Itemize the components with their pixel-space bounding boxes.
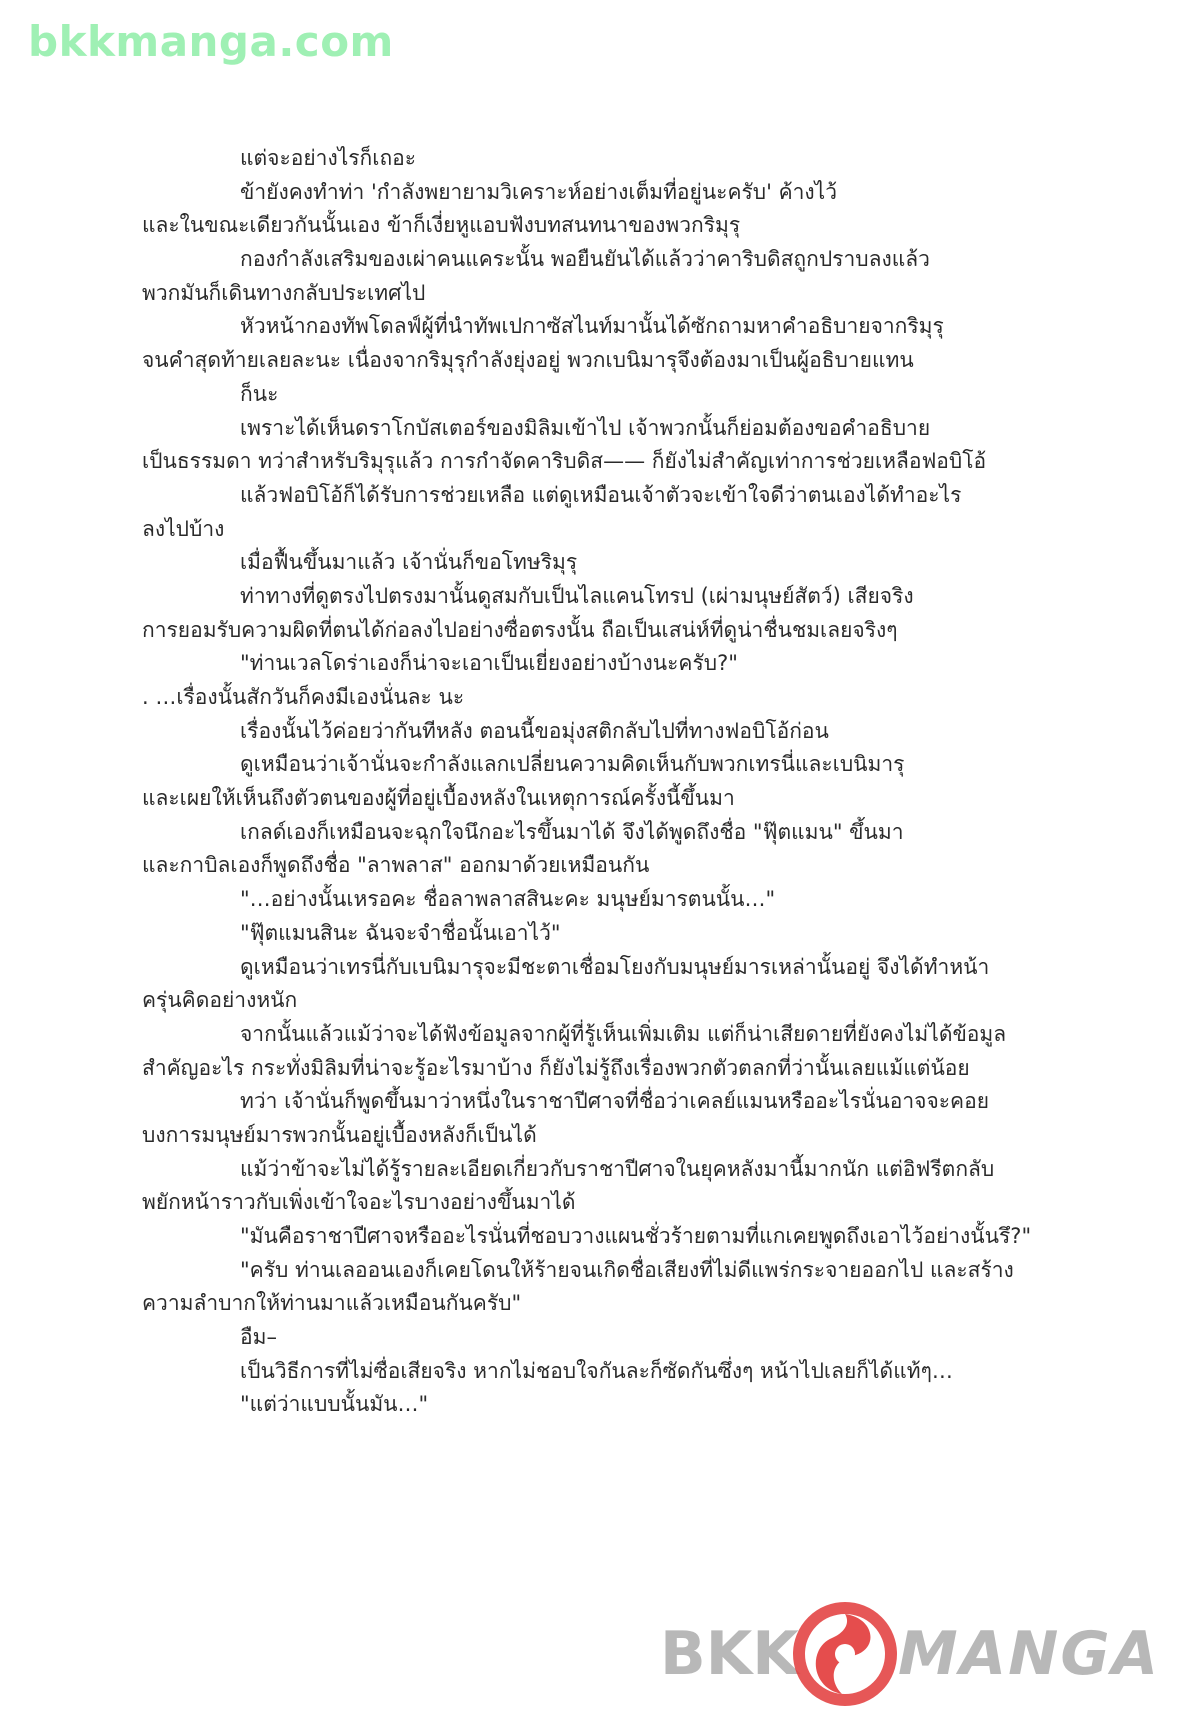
text-line: "แต่ว่าแบบนั้นมัน…" — [240, 1392, 429, 1417]
text-line: สำคัญอะไร กระทั่งมิลิมที่น่าจะรู้อะไรมาบ้าง ก็ยังไม่รู้ถึงเรื่องพวกตัวตลกที่ว่านั้นเลยแม้แต่น้อย — [142, 1055, 970, 1080]
text-line: บงการมนุษย์มารพวกนั้นอยู่เบื้องหลังก็เป็นได้ — [142, 1122, 537, 1147]
text-line: ลงไปบ้าง — [142, 516, 225, 541]
text-line: เกลด์เองก็เหมือนจะฉุกใจนึกอะไรขึ้นมาได้ จึงได้พูดถึงชื่อ "ฟุ๊ตแมน" ขึ้นมา — [240, 819, 904, 844]
text-line: . …เรื่องนั้นสักวันก็คงมีเองนั่นละ นะ — [142, 685, 465, 709]
text-line: เพราะได้เห็นดราโกบัสเตอร์ของมิลิมเข้าไป เจ้าพวกนั้นก็ย่อมต้องขอคำอธิบาย — [240, 415, 931, 440]
text-line: ครุ่นคิดอย่างหนัก — [142, 988, 298, 1013]
text-line: กองกำลังเสริมของเผ่าคนแคระนั้น พอยืนยันได้แล้วว่าคาริบดิสถูกปราบลงแล้ว — [240, 247, 930, 272]
text-line: ความลำบากให้ท่านมาแล้วเหมือนกันครับ" — [142, 1291, 522, 1316]
tomoe-logo-icon — [780, 1598, 910, 1710]
text-line: "…อย่างนั้นเหรอคะ ชื่อลาพลาสสินะคะ มนุษย์มารตนนั้น…" — [240, 887, 776, 912]
text-line: หัวหน้ากองทัพโดลฟ์ผู้ที่นำทัพเปกาซัสไนท์มานั้นได้ซักถามหาคำอธิบายจากริมุรุ — [240, 314, 944, 339]
text-line: และกาบิลเองก็พูดถึงชื่อ "ลาพลาส" ออกมาด้วยเหมือนกัน — [142, 853, 650, 878]
text-line: ดูเหมือนว่าเทรนี่กับเบนิมารุจะมีชะตาเชื่อมโยงกับมนุษย์มารเหล่านั้นอยู่ จึงได้ทำหน้า — [240, 954, 990, 979]
text-line: "มันคือราชาปีศาจหรืออะไรนั่นที่ชอบวางแผนชั่วร้ายตามที่แกเคยพูดถึงเอาไว้อย่างนั้นรึ?" — [240, 1224, 1032, 1248]
text-line: ท่าทางที่ดูตรงไปตรงมานั้นดูสมกับเป็นไลแคนโทรป (เผ่ามนุษย์สัตว์) เสียจริง — [240, 583, 914, 608]
text-line: "ฟุ๊ตแมนสินะ ฉันจะจำชื่อนั้นเอาไว้" — [240, 920, 561, 945]
text-line: จากนั้นแล้วแม้ว่าจะได้ฟังข้อมูลจากผู้ที่รู้เห็นเพิ่มเติม แต่ก็น่าเสียดายที่ยังคงไม่ได้ข้อมูล — [240, 1021, 1007, 1046]
text-line: แต่จะอย่างไรก็เถอะ — [240, 146, 417, 170]
bkk-manga-logo — [660, 1598, 1161, 1710]
text-line: เรื่องนั้นไว้ค่อยว่ากันทีหลัง ตอนนี้ขอมุ่งสติกลับไปที่ทางฟอบิโอ้ก่อน — [240, 718, 829, 743]
text-line: และเผยให้เห็นถึงตัวตนของผู้ที่อยู่เบื้องหลังในเหตุการณ์ครั้งนี้ขึ้นมา — [142, 786, 735, 811]
text-line: แม้ว่าข้าจะไม่ได้รู้รายละเอียดเกี่ยวกับราชาปีศาจในยุคหลังมานี้มากนัก แต่อิฟรีตกลับ — [240, 1156, 995, 1181]
text-line: เมื่อฟื้นขึ้นมาแล้ว เจ้านั่นก็ขอโทษริมุรุ — [240, 550, 578, 575]
text-line: "ครับ ท่านเลออนเองก็เคยโดนให้ร้ายจนเกิดชื่อเสียงที่ไม่ดีแพร่กระจายออกไป และสร้าง — [240, 1257, 1014, 1282]
text-line: ทว่า เจ้านั่นก็พูดขึ้นมาว่าหนึ่งในราชาปีศาจที่ชื่อว่าเคลย์แมนหรืออะไรนั่นอาจจะคอย — [240, 1089, 990, 1114]
text-line: การยอมรับความผิดที่ตนได้ก่อลงไปอย่างซื่อตรงนั้น ถือเป็นเสน่ห์ที่ดูน่าชื่นชมเลยจริงๆ — [142, 617, 898, 642]
text-line: จนคำสุดท้ายเลยละนะ เนื่องจากริมุรุกำลังยุ่งอยู่ พวกเบนิมารุจึงต้องมาเป็นผู้อธิบายแทน — [142, 348, 914, 373]
text-line: ดูเหมือนว่าเจ้านั่นจะกำลังแลกเปลี่ยนความคิดเห็นกับพวกเทรนี่และเบนิมารุ — [240, 752, 905, 777]
text-line: ข้ายังคงทำท่า 'กำลังพยายามวิเคราะห์อย่างเต็มที่อยู่นะครับ' ค้างไว้ — [240, 179, 838, 204]
logo-word-bkk: BKK — [660, 1619, 799, 1689]
text-line: พยักหน้าราวกับเพิ่งเข้าใจอะไรบางอย่างขึ้นมาได้ — [142, 1190, 576, 1215]
text-line: และในขณะเดียวกันนั้นเอง ข้าก็เงี่ยหูแอบฟังบทสนทนาของพวกริมุรุ — [142, 213, 741, 238]
document-text-body — [142, 142, 1062, 1422]
text-line: เป็นธรรมดา ทว่าสำหรับริมุรุแล้ว การกำจัดคาริบดิส—— ก็ยังไม่สำคัญเท่าการช่วยเหลือฟอบิโอ้ — [142, 449, 987, 474]
text-line: ก็นะ — [240, 381, 279, 406]
text-line: แล้วฟอบิโอ้ก็ได้รับการช่วยเหลือ แต่ดูเหมือนเจ้าตัวจะเข้าใจดีว่าตนเองได้ทำอะไร — [240, 482, 962, 507]
text-line: "ท่านเวลโดร่าเองก็น่าจะเอาเป็นเยี่ยงอย่างบ้างนะครับ?" — [240, 651, 738, 676]
text-line: อืม– — [240, 1325, 277, 1350]
text-line: เป็นวิธีการที่ไม่ซื่อเสียจริง หากไม่ชอบใจกันละก็ซัดกันซึ่งๆ หน้าไปเลยก็ได้แท้ๆ… — [240, 1358, 953, 1383]
text-line: พวกมันก็เดินทางกลับประเทศไป — [142, 280, 426, 305]
logo-word-manga: MANGA — [898, 1619, 1161, 1689]
site-watermark: bkkmanga.com — [28, 17, 394, 66]
